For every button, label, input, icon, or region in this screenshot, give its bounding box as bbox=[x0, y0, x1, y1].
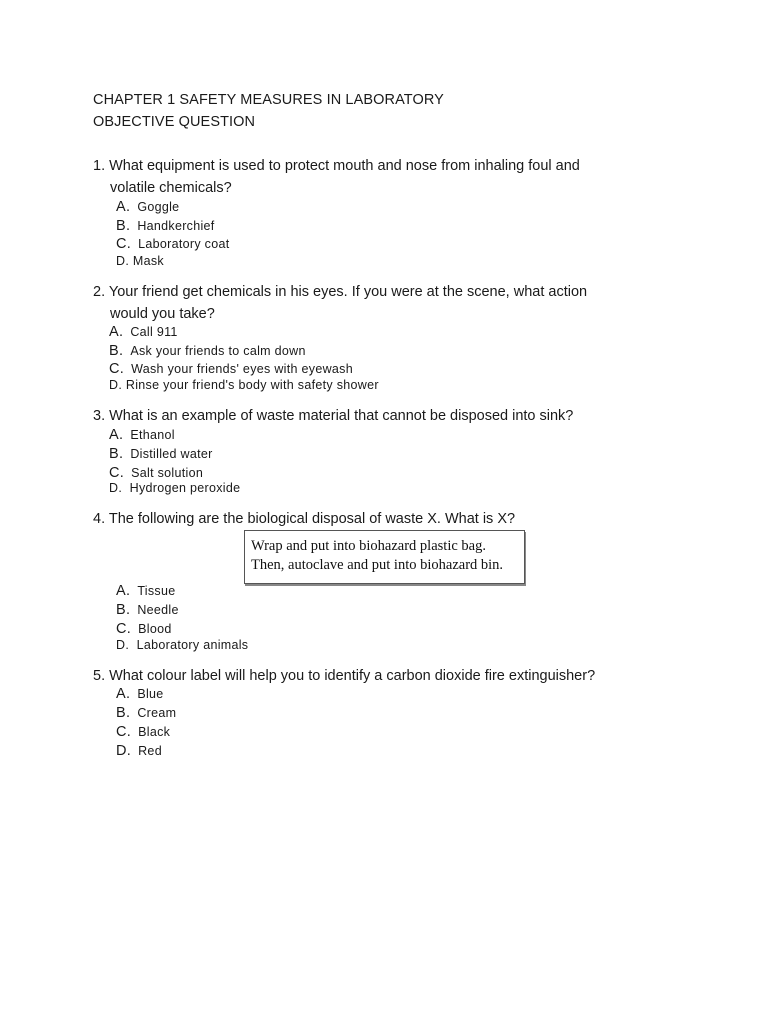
option-text: Blue bbox=[137, 687, 164, 701]
option-text: Ask your friends to calm down bbox=[130, 344, 306, 358]
option-letter: B. bbox=[116, 602, 131, 618]
option-letter: B. bbox=[116, 218, 131, 234]
option-d bbox=[116, 254, 164, 268]
option-letter: C. bbox=[109, 361, 125, 377]
option-b bbox=[109, 446, 213, 462]
option-a bbox=[116, 583, 175, 599]
option-b bbox=[116, 218, 215, 234]
option-text: Distilled water bbox=[130, 447, 213, 461]
option-letter: A. bbox=[109, 324, 124, 340]
option-text: Needle bbox=[137, 603, 179, 617]
option-text: Mask bbox=[132, 254, 164, 268]
option-letter: D. bbox=[116, 638, 130, 652]
option-letter: C. bbox=[116, 236, 132, 252]
option-letter: A. bbox=[116, 686, 131, 702]
option-c bbox=[109, 465, 203, 481]
box-line-1: Wrap and put into biohazard plastic bag. bbox=[251, 538, 486, 554]
option-b bbox=[109, 343, 306, 359]
option-b bbox=[116, 602, 179, 618]
option-text: Rinse your friend's body with safety shower bbox=[125, 378, 379, 392]
option-letter: C. bbox=[116, 621, 132, 637]
question-text: 4. The following are the biological disposal of waste X. What is X? bbox=[93, 511, 516, 527]
option-text: Black bbox=[138, 725, 171, 739]
question-text-cont: volatile chemicals? bbox=[110, 180, 232, 196]
chapter-title: CHAPTER 1 SAFETY MEASURES IN LABORATORY bbox=[93, 92, 444, 108]
option-a bbox=[116, 686, 164, 702]
option-letter: B. bbox=[109, 446, 124, 462]
option-d bbox=[109, 378, 379, 392]
question-text: 2. Your friend get chemicals in his eyes. If you were at the scene, what action bbox=[93, 284, 588, 300]
option-text: Ethanol bbox=[130, 428, 175, 442]
option-text: Tissue bbox=[137, 584, 176, 598]
option-text: Red bbox=[138, 744, 162, 758]
option-d bbox=[109, 481, 240, 495]
question-text-cont: would you take? bbox=[110, 306, 215, 322]
option-text: Laboratory coat bbox=[138, 237, 230, 251]
option-letter: D. bbox=[109, 378, 123, 392]
option-text: Salt solution bbox=[131, 466, 204, 480]
option-letter: D. bbox=[116, 254, 130, 268]
option-letter: D. bbox=[116, 743, 132, 759]
option-letter: C. bbox=[116, 724, 132, 740]
option-c bbox=[116, 724, 170, 740]
option-d bbox=[116, 743, 162, 759]
option-a bbox=[109, 427, 175, 443]
option-text: Goggle bbox=[137, 200, 180, 214]
option-a bbox=[116, 199, 179, 215]
option-c bbox=[116, 236, 229, 252]
option-letter: A. bbox=[116, 583, 131, 599]
option-text: Blood bbox=[138, 622, 172, 636]
question-text: 3. What is an example of waste material that cannot be disposed into sink? bbox=[93, 408, 574, 424]
disposal-instruction-box bbox=[244, 530, 525, 584]
option-text: Call 911 bbox=[130, 325, 178, 339]
option-text: Laboratory animals bbox=[136, 638, 249, 652]
option-letter: A. bbox=[109, 427, 124, 443]
box-line-2: Then, autoclave and put into biohazard bin. bbox=[251, 557, 504, 573]
question-text: 5. What colour label will help you to identify a carbon dioxide fire extinguisher? bbox=[93, 668, 596, 684]
option-text: Hydrogen peroxide bbox=[129, 481, 241, 495]
option-text: Wash your friends' eyes with eyewash bbox=[131, 362, 353, 376]
option-letter: D. bbox=[109, 481, 123, 495]
section-subtitle: OBJECTIVE QUESTION bbox=[93, 114, 256, 130]
option-text: Handkerchief bbox=[137, 219, 215, 233]
option-b bbox=[116, 705, 176, 721]
option-c bbox=[109, 361, 353, 377]
question-text: 1. What equipment is used to protect mouth and nose from inhaling foul and bbox=[93, 158, 580, 174]
option-letter: C. bbox=[109, 465, 125, 481]
option-letter: B. bbox=[116, 705, 131, 721]
option-c bbox=[116, 621, 172, 637]
option-a bbox=[109, 324, 178, 340]
option-text: Cream bbox=[137, 706, 177, 720]
option-letter: B. bbox=[109, 343, 124, 359]
option-d bbox=[116, 638, 248, 652]
option-letter: A. bbox=[116, 199, 131, 215]
